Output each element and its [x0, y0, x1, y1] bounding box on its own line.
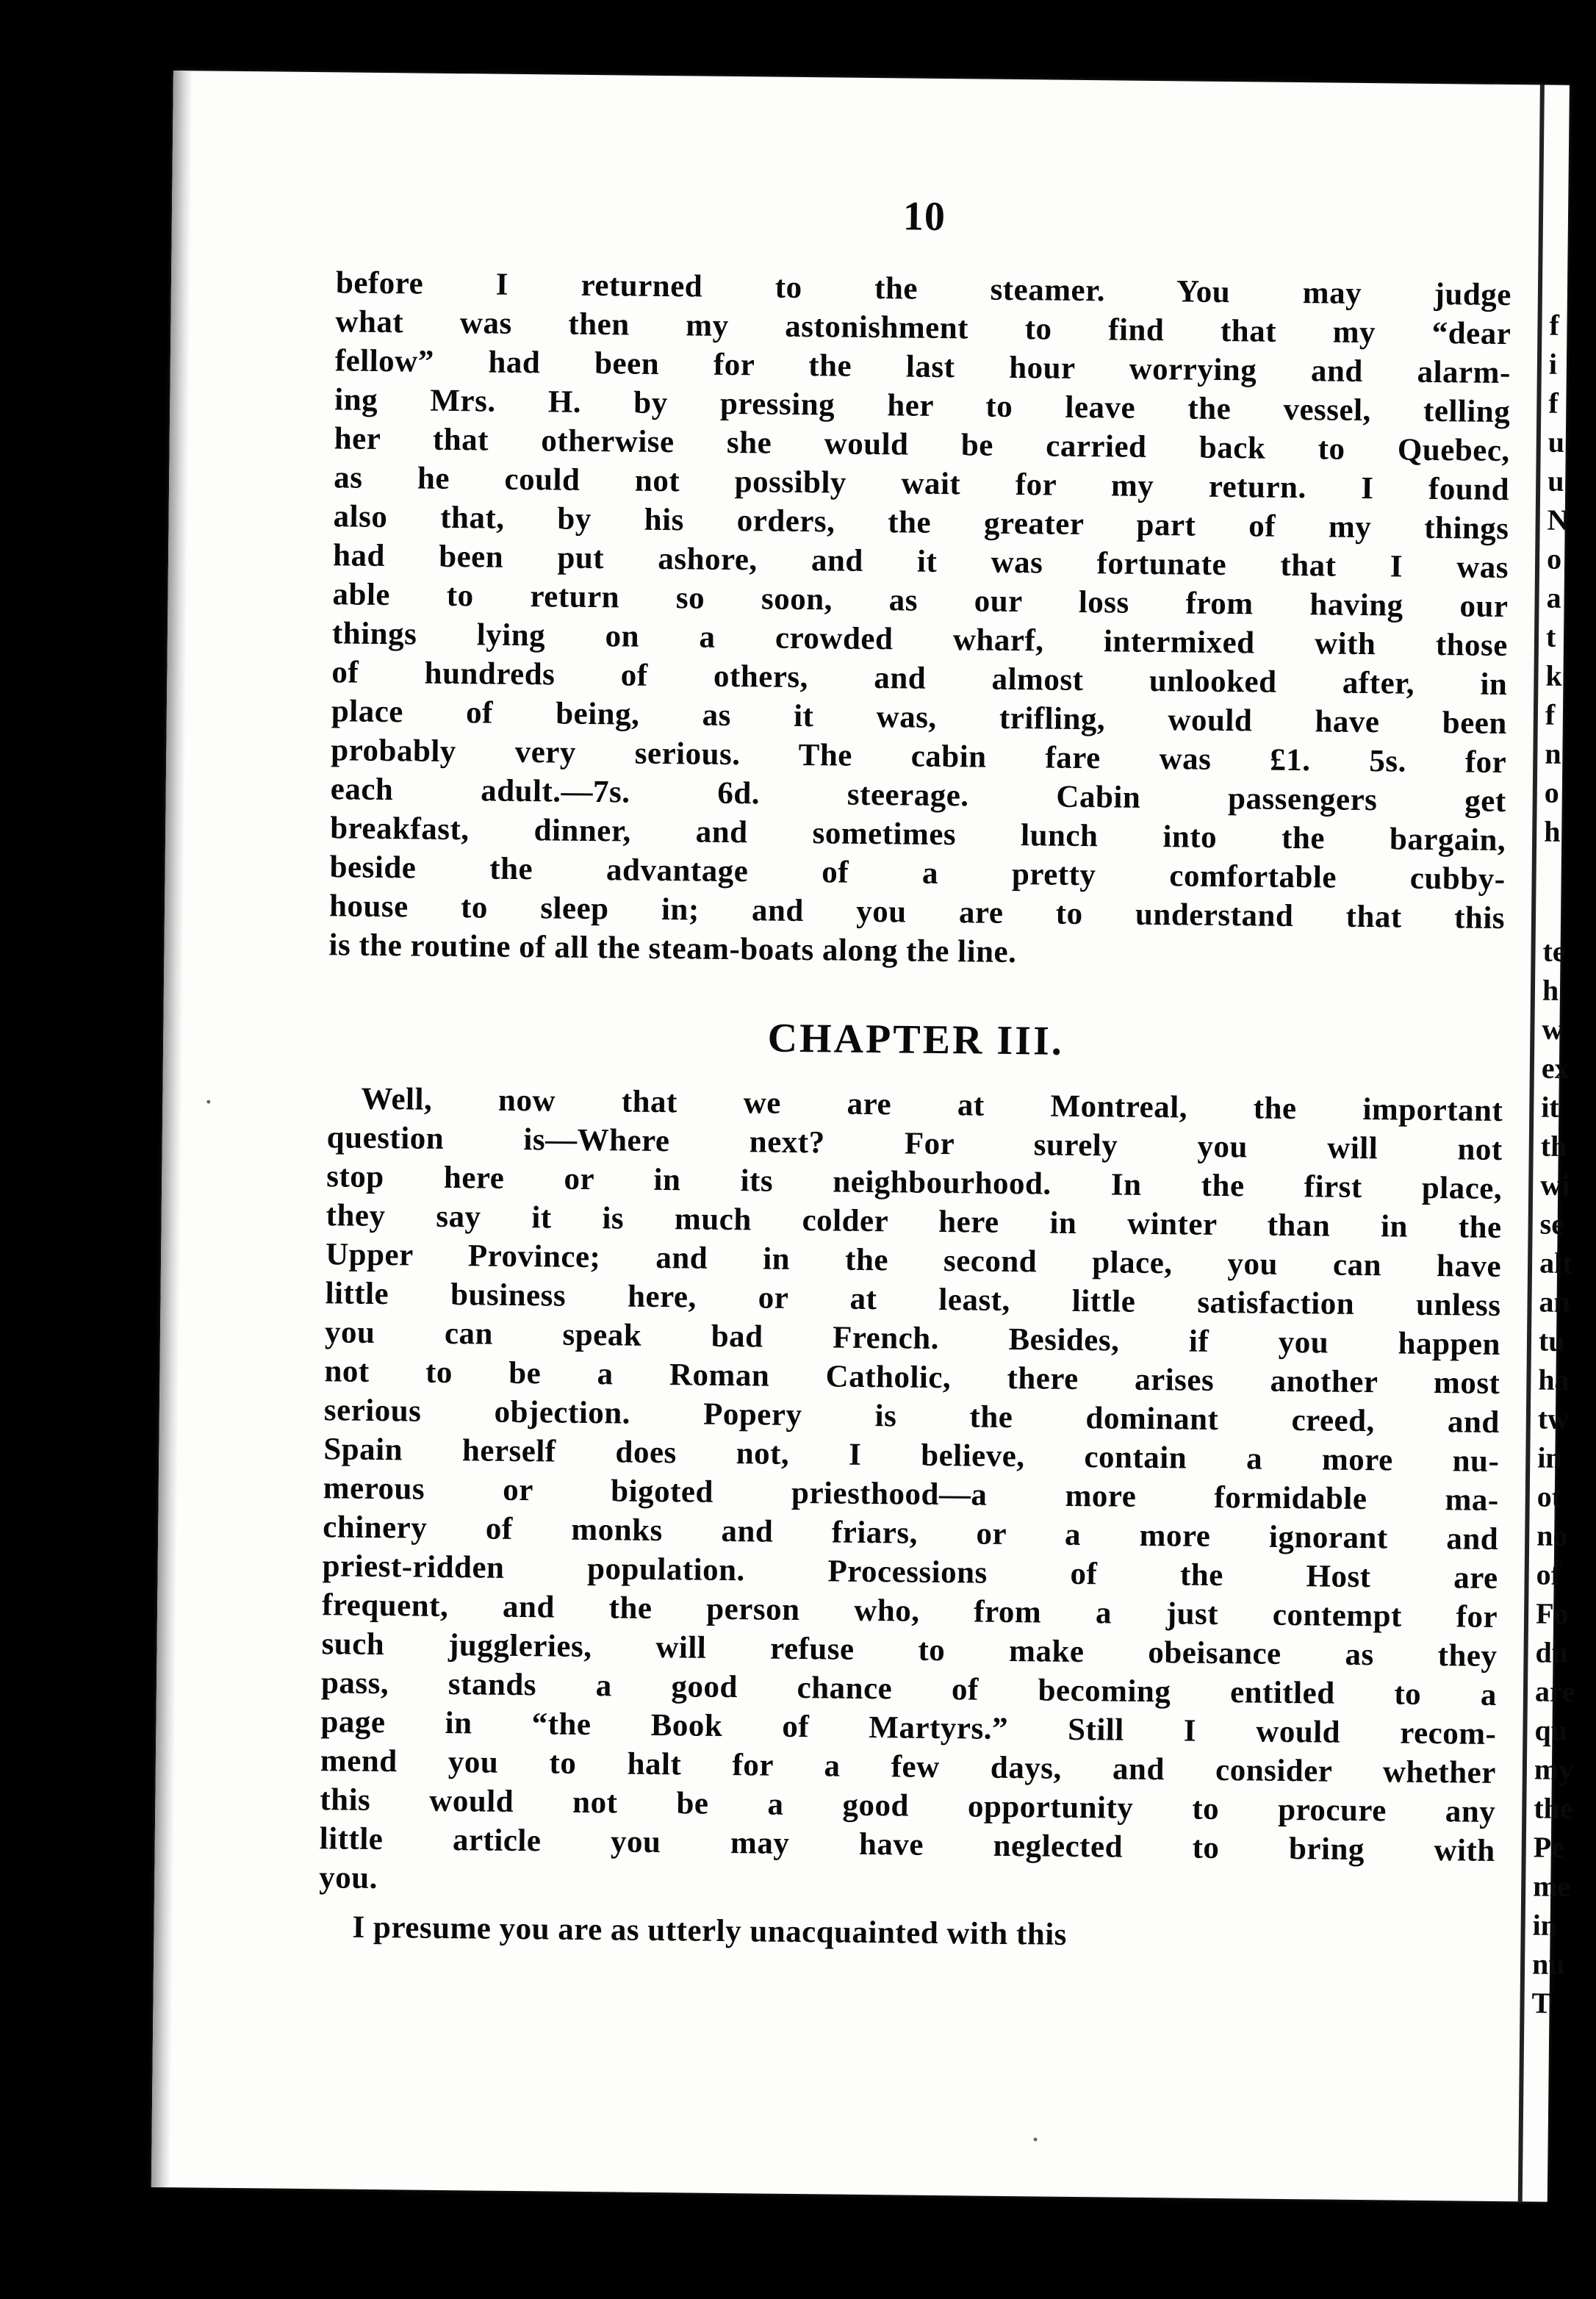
- facing-page-fragment: f: [1545, 697, 1556, 731]
- text-line: place of being, as it was, trifling, would have been: [331, 694, 1508, 742]
- text-line: of hundreds of others, and almost unlooked after, in: [331, 655, 1508, 703]
- text-line: Spain herself does not, I believe, contain a more nu-: [323, 1432, 1500, 1479]
- facing-page-fragment: t: [1545, 620, 1556, 653]
- text-line: had been put ashore, and it was fortunate that I was: [332, 538, 1509, 586]
- facing-page-fragment: h: [1544, 814, 1561, 848]
- facing-page-fragment: no: [1536, 1518, 1568, 1552]
- text-line: what was then my astonishment to find that my “dear: [335, 304, 1511, 352]
- facing-page-fragment: alt: [1539, 1246, 1572, 1280]
- text-line: ing Mrs. H. by pressing her to leave the vessel, telling: [334, 382, 1511, 430]
- text-line: I presume you are as utterly unacquainted with this: [352, 1909, 1068, 1952]
- dust-speck: [1034, 2137, 1038, 2141]
- facing-page-fragment: an: [1539, 1285, 1571, 1319]
- text-line: able to return so soon, as our loss from having our: [332, 577, 1509, 625]
- text-line: you.: [319, 1860, 378, 1896]
- facing-page-fragment: the: [1534, 1791, 1573, 1826]
- facing-page-fragment: T: [1531, 1986, 1552, 2020]
- facing-page-fragment: u: [1548, 425, 1565, 459]
- facing-page-fragment: ex: [1541, 1051, 1570, 1085]
- text-line: merous or bigoted priesthood—a more formidable ma-: [323, 1471, 1499, 1518]
- text-line: each adult.—7s. 6d. steerage. Cabin passengers get: [330, 772, 1506, 819]
- facing-page-fragment: tw: [1537, 1402, 1570, 1435]
- facing-page-fragment: a: [1546, 581, 1561, 614]
- facing-page-fragment: me: [1533, 1869, 1571, 1904]
- text-line: her that otherwise she would be carried back to Quebec,: [334, 421, 1510, 469]
- text-line: things lying on a crowded wharf, intermixed with those: [331, 616, 1509, 664]
- facing-page-fragment: n: [1545, 736, 1561, 770]
- facing-page-fragment: k: [1545, 659, 1562, 692]
- text-line: you can speak bad French. Besides, if you happen: [324, 1315, 1501, 1363]
- text-line: Upper Province; and in the second place, you can have: [325, 1237, 1502, 1285]
- facing-page-fragment: f: [1549, 308, 1560, 342]
- text-line: breakfast, dinner, and sometimes lunch into the bargain,: [329, 811, 1506, 858]
- facing-page-fragment: u: [1548, 464, 1564, 498]
- facing-page-fragment: du: [1535, 1635, 1569, 1669]
- text-line: such juggleries, will refuse to make obeisance as they: [321, 1626, 1498, 1674]
- facing-page-fragment: w: [1542, 1012, 1564, 1046]
- text-line: frequent, and the person who, from a just contempt for: [321, 1588, 1498, 1635]
- facing-page-edge: [1531, 306, 1593, 2023]
- facing-page-fragment: se: [1539, 1207, 1565, 1241]
- text-line: is the routine of all the steam-boats along the line.: [328, 928, 1017, 970]
- text-line: mend you to halt for a few days, and consider whether: [320, 1743, 1497, 1790]
- facing-page-fragment: nu: [1531, 1947, 1565, 1981]
- facing-page-fragment: i: [1548, 347, 1558, 381]
- facing-page-fragment: Pe: [1533, 1830, 1565, 1864]
- text-line: serious objection. Popery is the dominant creed, and: [323, 1393, 1500, 1440]
- facing-page-fragment: are: [1534, 1674, 1576, 1709]
- dust-speck: [206, 1100, 210, 1104]
- facing-page-fragment: o: [1546, 542, 1562, 575]
- text-line: priest-ridden population. Processions of the Host are: [322, 1549, 1498, 1596]
- text-line: Well, now that we are at Montreal, the important: [361, 1081, 1503, 1129]
- facing-page-fragment: of: [1536, 1557, 1561, 1591]
- facing-page-fragment: te: [1542, 934, 1566, 968]
- text-line: this would not be a good opportunity to procure any: [320, 1782, 1496, 1829]
- text-line: chinery of monks and friars, or a more ignorant and: [323, 1510, 1499, 1557]
- facing-page-fragment: in: [1537, 1441, 1562, 1474]
- facing-page-fragment: Fo: [1535, 1596, 1569, 1630]
- text-line: probably very serious. The cabin fare was £1. 5s. for: [331, 733, 1507, 781]
- text-line: page in “the Book of Martyrs.” Still I would recom-: [320, 1704, 1497, 1751]
- text-line: little business here, or at least, little satisfaction unless: [325, 1276, 1501, 1324]
- text-line: before I returned to the steamer. You may judge: [335, 265, 1512, 313]
- text-line: pass, stands a good chance of becoming entitled to a: [320, 1665, 1498, 1712]
- text-line: beside the advantage of a pretty comfortable cubby-: [329, 850, 1506, 897]
- top-paragraph: [328, 263, 1511, 977]
- text-column: [318, 190, 1512, 1959]
- final-paragraph: [318, 1907, 1494, 1959]
- text-line: stop here or in its neighbourhood. In the first place,: [326, 1159, 1503, 1207]
- facing-page-fragment: in: [1532, 1908, 1558, 1942]
- text-line: little article you may have neglected to bring with: [319, 1821, 1495, 1868]
- facing-page-fragment: tu: [1538, 1324, 1565, 1357]
- book-page: [151, 71, 1576, 2202]
- text-line: they say it is much colder here in winter than in the: [326, 1198, 1502, 1246]
- chapter-paragraph: [319, 1079, 1503, 1909]
- facing-page-fragment: qu: [1534, 1713, 1568, 1747]
- text-line: house to sleep in; and you are to understand that this: [328, 889, 1506, 936]
- chapter-heading: CHAPTER III.: [767, 1015, 1065, 1064]
- text-line: as he could not possibly wait for my return. I found: [333, 460, 1510, 508]
- text-line: question is—Where next? For surely you will not: [326, 1120, 1503, 1168]
- text-line: not to be a Roman Catholic, there arises another most: [324, 1354, 1500, 1402]
- facing-page-fragment: h: [1542, 973, 1559, 1007]
- facing-page-fragment: o: [1544, 775, 1560, 809]
- text-line: fellow” had been for the last hour worrying and alarm-: [334, 343, 1511, 391]
- facing-page-fragment: wi: [1539, 1168, 1570, 1202]
- facing-page-fragment: ha: [1538, 1363, 1570, 1396]
- facing-page-fragment: my: [1534, 1752, 1574, 1787]
- facing-page-fragment: ot: [1536, 1480, 1562, 1513]
- facing-page-fragment: th: [1540, 1129, 1567, 1163]
- text-line: also that, by his orders, the greater part of my things: [333, 499, 1509, 547]
- facing-page-fragment: f: [1548, 386, 1559, 420]
- page-number: 10: [902, 193, 946, 240]
- facing-page-fragment: N: [1547, 503, 1569, 537]
- facing-page-fragment: it: [1541, 1090, 1560, 1124]
